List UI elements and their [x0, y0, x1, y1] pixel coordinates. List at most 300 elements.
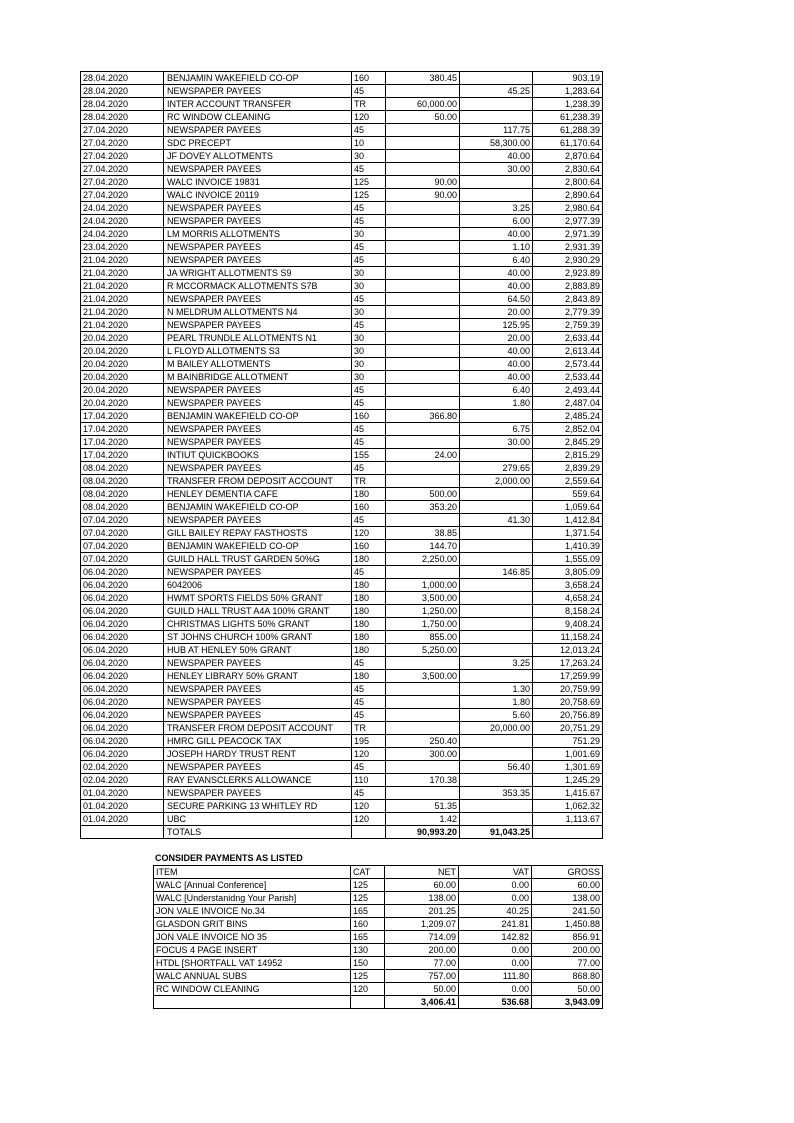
table-row	[81, 709, 603, 722]
cell-balance: 559.64	[533, 488, 603, 501]
cell-credit: 56.40	[460, 761, 533, 774]
cell-category: 30	[352, 267, 386, 280]
ledger-table	[80, 71, 603, 839]
payment-row	[154, 892, 603, 905]
cell-category: 45	[352, 514, 386, 527]
cell-debit: 3,500.00	[386, 592, 460, 605]
cell-balance: 3,805.09	[533, 566, 603, 579]
cell-credit: 146.85	[460, 566, 533, 579]
payment-item: WALC [Understanidng Your Parish]	[154, 892, 351, 905]
cell-balance: 2,485.24	[533, 410, 603, 423]
cell-category: 45	[352, 436, 386, 449]
cell-debit	[386, 306, 460, 319]
payment-net: 60.00	[385, 879, 459, 892]
cell-category: 45	[352, 202, 386, 215]
cell-debit: 90.00	[386, 176, 460, 189]
payment-item: FOCUS 4 PAGE INSERT	[154, 944, 351, 957]
cell-balance: 2,883.89	[533, 280, 603, 293]
cell-description: PEARL TRUNDLE ALLOTMENTS N1	[164, 332, 352, 345]
cell-description: HENLEY DEMENTIA CAFE	[164, 488, 352, 501]
cell-debit	[386, 657, 460, 670]
cell-balance: 17,259.99	[533, 670, 603, 683]
table-row	[81, 306, 603, 319]
cell-description: NEWSPAPER PAYEES	[164, 761, 352, 774]
cell-date: 28.04.2020	[81, 85, 164, 98]
table-row	[81, 345, 603, 358]
cell-date: 27.04.2020	[81, 163, 164, 176]
table-row	[81, 605, 603, 618]
cell-balance: 61,170.64	[533, 137, 603, 150]
cell-description: M BAINBRIDGE ALLOTMENT	[164, 371, 352, 384]
cell-date: 17.04.2020	[81, 436, 164, 449]
table-row	[81, 670, 603, 683]
cell-description: 6042006	[164, 579, 352, 592]
cell-debit	[386, 124, 460, 137]
cell-balance: 2,852.04	[533, 423, 603, 436]
cell-description: NEWSPAPER PAYEES	[164, 384, 352, 397]
cell-date: 28.04.2020	[81, 98, 164, 111]
cell-description: NEWSPAPER PAYEES	[164, 436, 352, 449]
cell-category: 120	[352, 813, 386, 826]
payment-gross: 77.00	[532, 957, 603, 970]
payment-category: 125	[351, 892, 385, 905]
cell-description: NEWSPAPER PAYEES	[164, 709, 352, 722]
table-row	[81, 384, 603, 397]
cell-debit	[386, 696, 460, 709]
cell-debit: 855.00	[386, 631, 460, 644]
cell-category: 180	[352, 644, 386, 657]
cell-description: BENJAMIN WAKEFIELD CO-OP	[164, 72, 352, 85]
cell-debit	[386, 423, 460, 436]
cell-debit	[386, 85, 460, 98]
cell-category: 30	[352, 306, 386, 319]
cell-description: NEWSPAPER PAYEES	[164, 696, 352, 709]
header-net: NET	[385, 866, 459, 879]
cell-category: 120	[352, 111, 386, 124]
payment-vat: 0.00	[459, 892, 532, 905]
cell-debit	[386, 345, 460, 358]
cell-date: 20.04.2020	[81, 397, 164, 410]
table-row	[81, 579, 603, 592]
cell-debit: 24.00	[386, 449, 460, 462]
cell-category: 45	[352, 566, 386, 579]
cell-date: 02.04.2020	[81, 774, 164, 787]
table-row	[81, 800, 603, 813]
cell-balance: 1,245.29	[533, 774, 603, 787]
cell-debit: 1,750.00	[386, 618, 460, 631]
cell-category: 10	[352, 137, 386, 150]
table-row	[81, 397, 603, 410]
table-row	[81, 813, 603, 826]
payment-category: 150	[351, 957, 385, 970]
table-row	[81, 423, 603, 436]
cell-balance: 11,158.24	[533, 631, 603, 644]
cell-credit: 30.00	[460, 436, 533, 449]
cell-credit: 20.00	[460, 306, 533, 319]
cell-credit	[460, 540, 533, 553]
table-row	[81, 722, 603, 735]
cell-description: L FLOYD ALLOTMENTS S3	[164, 345, 352, 358]
cell-category: 45	[352, 241, 386, 254]
payment-vat: 142.82	[459, 931, 532, 944]
cell-balance: 1,059.64	[533, 501, 603, 514]
cell-date: 02.04.2020	[81, 761, 164, 774]
cell-description: BENJAMIN WAKEFIELD CO-OP	[164, 410, 352, 423]
cell-credit: 279.65	[460, 462, 533, 475]
cell-date: 06.04.2020	[81, 644, 164, 657]
cell-description: RAY EVANSCLERKS ALLOWANCE	[164, 774, 352, 787]
cell-balance: 61,288.39	[533, 124, 603, 137]
cell-debit	[386, 280, 460, 293]
cell-balance: 2,931.39	[533, 241, 603, 254]
table-row	[81, 748, 603, 761]
cell-description: NEWSPAPER PAYEES	[164, 215, 352, 228]
cell-category: 30	[352, 150, 386, 163]
table-row	[81, 85, 603, 98]
cell-credit	[460, 527, 533, 540]
table-row	[81, 514, 603, 527]
cell-category: 30	[352, 358, 386, 371]
cell-description: R MCCORMACK ALLOTMENTS S7B	[164, 280, 352, 293]
cell-debit: 500.00	[386, 488, 460, 501]
cell-description: M BAILEY ALLOTMENTS	[164, 358, 352, 371]
cell-description: HUB AT HENLEY 50% GRANT	[164, 644, 352, 657]
cell-debit	[386, 722, 460, 735]
payments-table	[153, 865, 603, 1009]
cell-category: 45	[352, 787, 386, 800]
payment-row	[154, 983, 603, 996]
cell-credit: 2,000.00	[460, 475, 533, 488]
cell-date: 06.04.2020	[81, 566, 164, 579]
cell-category: 30	[352, 280, 386, 293]
payment-item: RC WINDOW CLEANING	[154, 983, 351, 996]
cell-category: 195	[352, 735, 386, 748]
table-row	[81, 371, 603, 384]
cell-credit: 45.25	[460, 85, 533, 98]
cell-description: WALC INVOICE 20119	[164, 189, 352, 202]
cell-credit	[460, 735, 533, 748]
cell-date: 06.04.2020	[81, 735, 164, 748]
cell-balance: 1,415.67	[533, 787, 603, 800]
cell-description: CHRISTMAS LIGHTS 50% GRANT	[164, 618, 352, 631]
cell-description: NEWSPAPER PAYEES	[164, 397, 352, 410]
cell-description: WALC INVOICE 19831	[164, 176, 352, 189]
cell-credit: 125.95	[460, 319, 533, 332]
table-row	[81, 111, 603, 124]
cell-debit	[386, 761, 460, 774]
payments-header-row	[154, 866, 603, 879]
cell-description: NEWSPAPER PAYEES	[164, 124, 352, 137]
payment-item: WALC ANNUAL SUBS	[154, 970, 351, 983]
cell-debit	[386, 137, 460, 150]
cell-category: 45	[352, 462, 386, 475]
cell-debit	[386, 332, 460, 345]
cell-credit	[460, 592, 533, 605]
payment-gross: 856.91	[532, 931, 603, 944]
cell-balance: 2,890.64	[533, 189, 603, 202]
cell-credit	[460, 813, 533, 826]
cell-date: 17.04.2020	[81, 410, 164, 423]
payment-vat: 241.81	[459, 918, 532, 931]
payment-gross: 868.80	[532, 970, 603, 983]
cell-credit: 64.50	[460, 293, 533, 306]
cell-date: 06.04.2020	[81, 683, 164, 696]
cell-debit	[386, 150, 460, 163]
cell-category: 180	[352, 592, 386, 605]
cell-credit	[460, 98, 533, 111]
payment-net: 1,209.07	[385, 918, 459, 931]
cell-description: JOSEPH HARDY TRUST RENT	[164, 748, 352, 761]
cell-debit	[386, 384, 460, 397]
cell-credit	[460, 670, 533, 683]
cell-date: 28.04.2020	[81, 111, 164, 124]
payment-item: WALC [Annual Conference]	[154, 879, 351, 892]
header-vat: VAT	[459, 866, 532, 879]
cell-category: 45	[352, 696, 386, 709]
table-row	[81, 293, 603, 306]
cell-category: 30	[352, 228, 386, 241]
cell-description: GILL BAILEY REPAY FASTHOSTS	[164, 527, 352, 540]
cell-category: 45	[352, 657, 386, 670]
payment-net: 200.00	[385, 944, 459, 957]
cell-date: 27.04.2020	[81, 124, 164, 137]
cell-credit: 58,300.00	[460, 137, 533, 150]
cell-date: 27.04.2020	[81, 150, 164, 163]
cell-description: NEWSPAPER PAYEES	[164, 85, 352, 98]
cell-date: 06.04.2020	[81, 670, 164, 683]
cell-description: RC WINDOW CLEANING	[164, 111, 352, 124]
payment-gross: 60.00	[532, 879, 603, 892]
cell-category: 45	[352, 319, 386, 332]
table-row	[81, 462, 603, 475]
cell-category: 30	[352, 371, 386, 384]
cell-category: 45	[352, 85, 386, 98]
cell-debit: 380.45	[386, 72, 460, 85]
cell-balance: 17,263.24	[533, 657, 603, 670]
table-row	[81, 228, 603, 241]
cell-category: TR	[352, 475, 386, 488]
table-row	[81, 215, 603, 228]
cell-credit	[460, 449, 533, 462]
payment-net: 50.00	[385, 983, 459, 996]
cell-debit	[386, 566, 460, 579]
cell-category: 125	[352, 189, 386, 202]
table-row	[81, 488, 603, 501]
cell-credit: 3.25	[460, 202, 533, 215]
cell-debit	[386, 514, 460, 527]
cell-category: 120	[352, 800, 386, 813]
cell-debit: 50.00	[386, 111, 460, 124]
cell-debit: 1,000.00	[386, 579, 460, 592]
payment-row	[154, 944, 603, 957]
cell-balance: 2,843.89	[533, 293, 603, 306]
cell-debit	[386, 462, 460, 475]
cell-date: 27.04.2020	[81, 189, 164, 202]
header-item: ITEM	[154, 866, 351, 879]
cell-credit	[460, 774, 533, 787]
cell-description: N MELDRUM ALLOTMENTS N4	[164, 306, 352, 319]
cell-balance: 2,559.64	[533, 475, 603, 488]
cell-description: BENJAMIN WAKEFIELD CO-OP	[164, 540, 352, 553]
cell-category: 160	[352, 540, 386, 553]
cell-credit: 41.30	[460, 514, 533, 527]
payment-vat: 0.00	[459, 983, 532, 996]
cell-description: NEWSPAPER PAYEES	[164, 163, 352, 176]
cell-date: 01.04.2020	[81, 800, 164, 813]
table-row	[81, 410, 603, 423]
cell-credit	[460, 579, 533, 592]
cell-debit	[386, 358, 460, 371]
cell-category: 120	[352, 527, 386, 540]
cell-category: TR	[352, 98, 386, 111]
cell-credit	[460, 501, 533, 514]
payment-vat: 0.00	[459, 879, 532, 892]
cell-category: 160	[352, 501, 386, 514]
cell-date: 20.04.2020	[81, 345, 164, 358]
cell-credit: 6.40	[460, 384, 533, 397]
payment-gross: 138.00	[532, 892, 603, 905]
cell-credit: 1.10	[460, 241, 533, 254]
table-row	[81, 449, 603, 462]
cell-balance: 2,839.29	[533, 462, 603, 475]
cell-date: 01.04.2020	[81, 787, 164, 800]
totals-debit: 90,993.20	[386, 826, 460, 839]
cell-date: 21.04.2020	[81, 254, 164, 267]
cell-debit: 170.38	[386, 774, 460, 787]
cell-balance: 2,779.39	[533, 306, 603, 319]
cell-description: TRANSFER FROM DEPOSIT ACCOUNT	[164, 475, 352, 488]
cell-category: 180	[352, 605, 386, 618]
cell-description: GUILD HALL TRUST A4A 100% GRANT	[164, 605, 352, 618]
table-row	[81, 124, 603, 137]
table-row	[81, 280, 603, 293]
cell-category: 45	[352, 709, 386, 722]
table-row	[81, 696, 603, 709]
cell-description: ST JOHNS CHURCH 100% GRANT	[164, 631, 352, 644]
payment-net: 757.00	[385, 970, 459, 983]
cell-credit: 117.75	[460, 124, 533, 137]
table-row	[81, 436, 603, 449]
cell-debit	[386, 436, 460, 449]
cell-category: 45	[352, 683, 386, 696]
cell-balance: 2,487.04	[533, 397, 603, 410]
cell-debit	[386, 293, 460, 306]
cell-debit: 1,250.00	[386, 605, 460, 618]
cell-category: 45	[352, 215, 386, 228]
cell-date: 24.04.2020	[81, 228, 164, 241]
cell-description: NEWSPAPER PAYEES	[164, 566, 352, 579]
table-row	[81, 787, 603, 800]
table-row	[81, 137, 603, 150]
cell-credit	[460, 176, 533, 189]
cell-date: 24.04.2020	[81, 202, 164, 215]
cell-date: 27.04.2020	[81, 137, 164, 150]
payments-totals-row	[154, 996, 603, 1009]
cell-category: 180	[352, 618, 386, 631]
payment-category: 120	[351, 983, 385, 996]
cell-balance: 12,013.24	[533, 644, 603, 657]
table-row	[81, 527, 603, 540]
table-row	[81, 72, 603, 85]
cell-balance: 2,980.64	[533, 202, 603, 215]
cell-balance: 2,977.39	[533, 215, 603, 228]
cell-credit: 6.40	[460, 254, 533, 267]
cell-debit: 1.42	[386, 813, 460, 826]
cell-date: 07.04.2020	[81, 553, 164, 566]
cell-credit: 20,000.00	[460, 722, 533, 735]
cell-debit: 90.00	[386, 189, 460, 202]
cell-credit: 6.00	[460, 215, 533, 228]
cell-credit: 1.30	[460, 683, 533, 696]
cell-description: SDC PRECEPT	[164, 137, 352, 150]
table-row	[81, 618, 603, 631]
cell-balance: 2,870.64	[533, 150, 603, 163]
cell-description: NEWSPAPER PAYEES	[164, 319, 352, 332]
cell-category: 120	[352, 748, 386, 761]
cell-date: 20.04.2020	[81, 371, 164, 384]
cell-credit: 40.00	[460, 267, 533, 280]
cell-date: 24.04.2020	[81, 215, 164, 228]
cell-date: 20.04.2020	[81, 332, 164, 345]
cell-category: 180	[352, 553, 386, 566]
payment-category: 165	[351, 931, 385, 944]
cell-credit: 3.25	[460, 657, 533, 670]
cell-credit: 40.00	[460, 371, 533, 384]
cell-debit: 38.85	[386, 527, 460, 540]
table-row	[81, 566, 603, 579]
cell-category: 45	[352, 293, 386, 306]
cell-balance: 20,756.89	[533, 709, 603, 722]
cell-description: INTER ACCOUNT TRANSFER	[164, 98, 352, 111]
cell-balance: 2,923.89	[533, 267, 603, 280]
payment-category: 130	[351, 944, 385, 957]
cell-credit	[460, 553, 533, 566]
cell-description: HENLEY LIBRARY 50% GRANT	[164, 670, 352, 683]
payment-row	[154, 970, 603, 983]
cell-description: JA WRIGHT ALLOTMENTS S9	[164, 267, 352, 280]
cell-debit	[386, 241, 460, 254]
cell-balance: 1,113.67	[533, 813, 603, 826]
payment-vat: 0.00	[459, 957, 532, 970]
cell-balance: 2,815.29	[533, 449, 603, 462]
totals-net: 3,406.41	[385, 996, 459, 1009]
cell-credit: 5.60	[460, 709, 533, 722]
cell-debit	[386, 267, 460, 280]
cell-category: 45	[352, 124, 386, 137]
cell-date: 08.04.2020	[81, 501, 164, 514]
payment-item: GLASDON GRIT BINS	[154, 918, 351, 931]
totals-blank	[352, 826, 386, 839]
cell-balance: 2,573.44	[533, 358, 603, 371]
cell-balance: 2,633.44	[533, 332, 603, 345]
cell-balance: 1,301.69	[533, 761, 603, 774]
cell-date: 28.04.2020	[81, 72, 164, 85]
cell-balance: 2,930.29	[533, 254, 603, 267]
header-gross: GROSS	[532, 866, 603, 879]
cell-balance: 20,759.99	[533, 683, 603, 696]
cell-date: 21.04.2020	[81, 306, 164, 319]
cell-category: 45	[352, 397, 386, 410]
cell-balance: 2,533.44	[533, 371, 603, 384]
payment-net: 201.25	[385, 905, 459, 918]
cell-debit	[386, 163, 460, 176]
cell-description: HWMT SPORTS FIELDS 50% GRANT	[164, 592, 352, 605]
table-row	[81, 163, 603, 176]
cell-description: NEWSPAPER PAYEES	[164, 293, 352, 306]
cell-credit	[460, 631, 533, 644]
cell-debit: 366.80	[386, 410, 460, 423]
cell-category: 160	[352, 410, 386, 423]
